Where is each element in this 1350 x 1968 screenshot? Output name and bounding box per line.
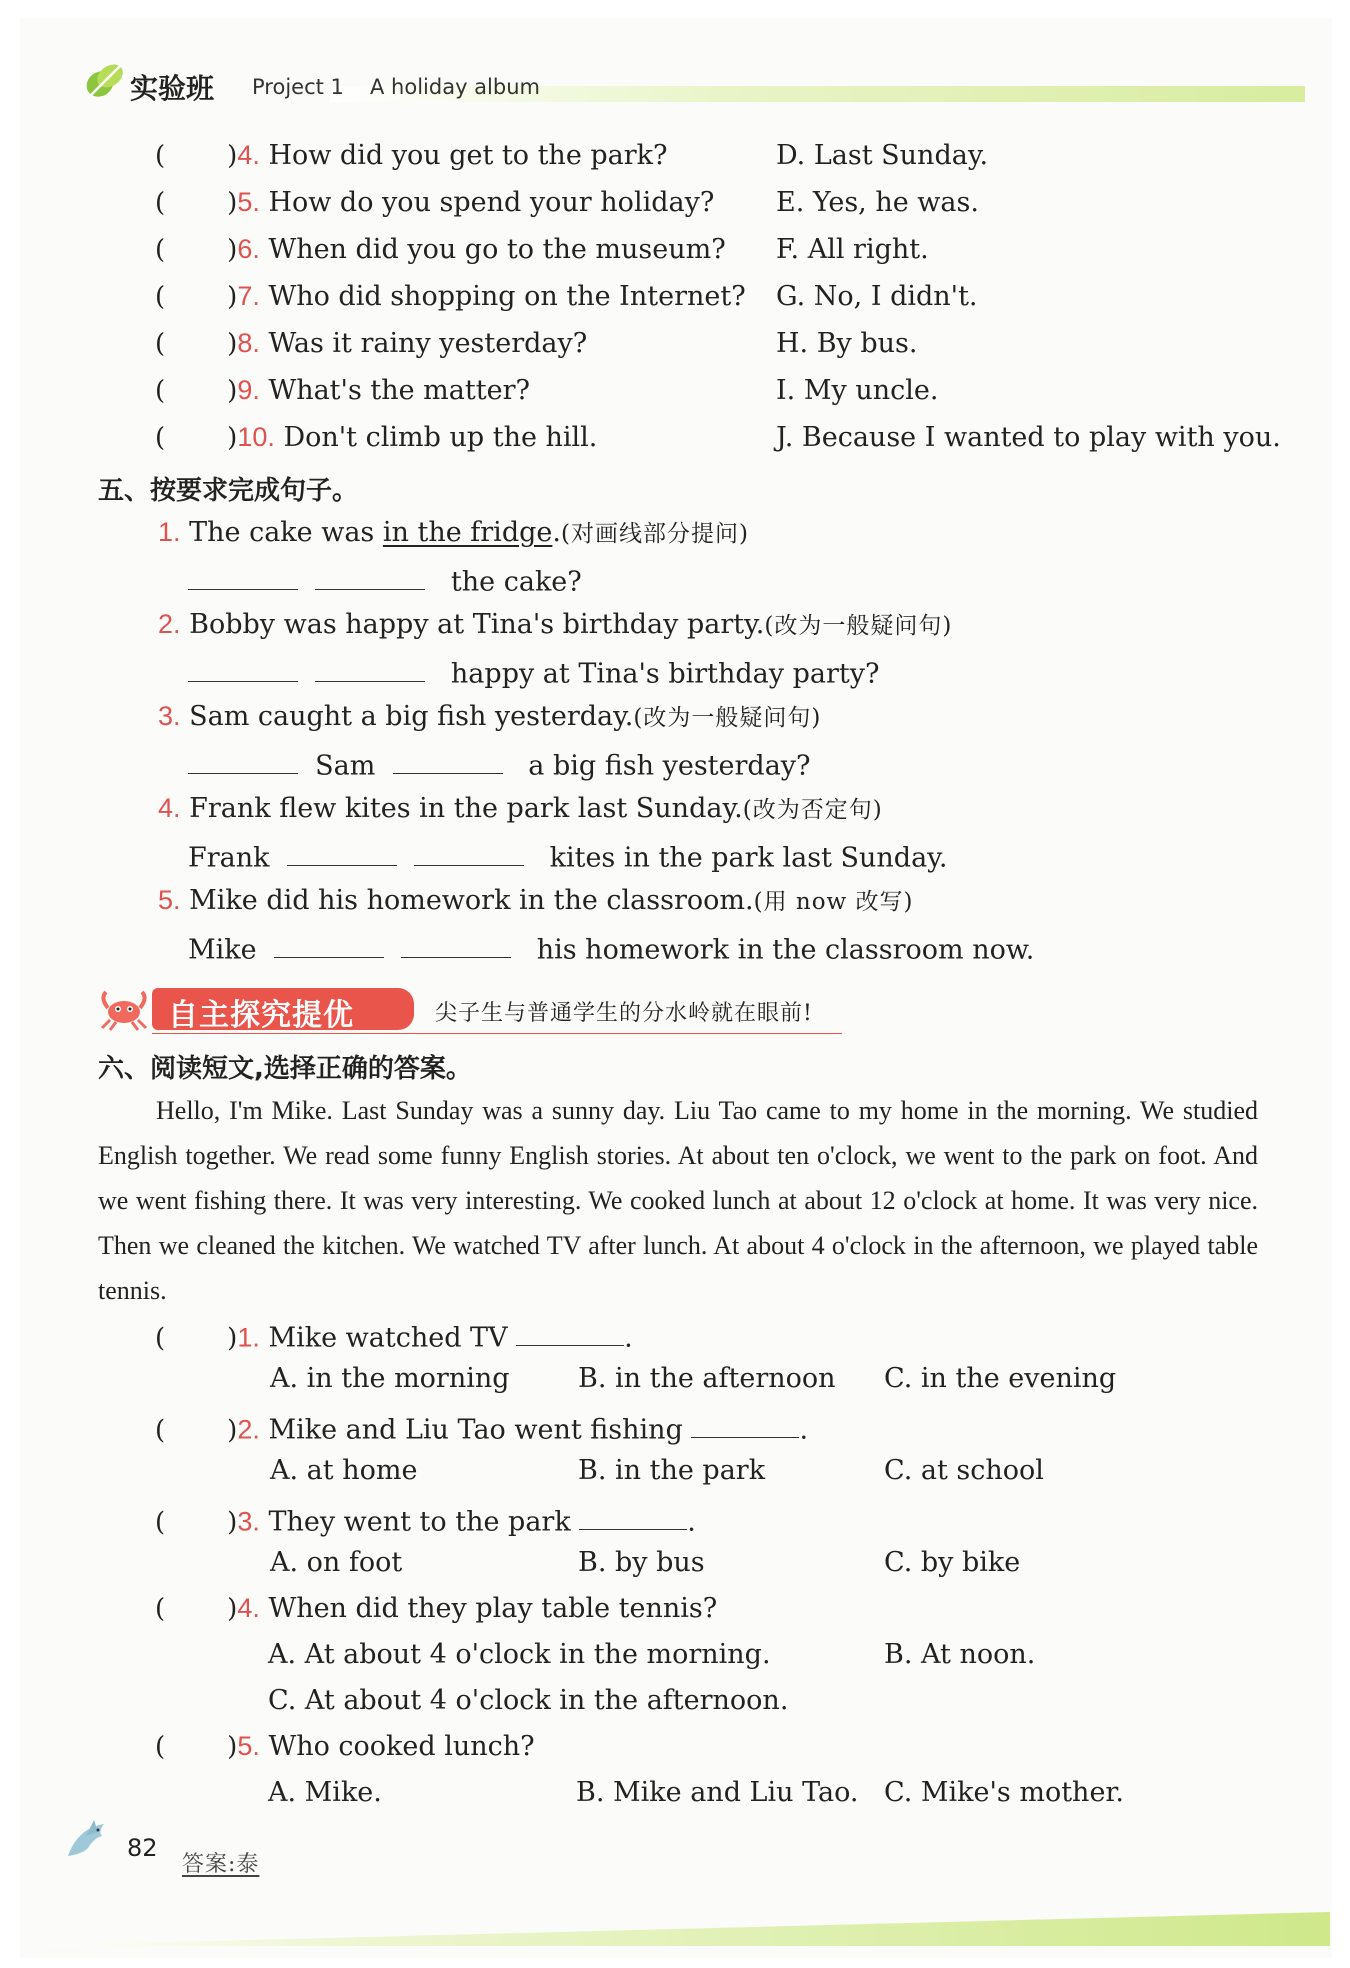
option-b[interactable]: B. in the park <box>578 1455 766 1486</box>
option-a[interactable]: A. in the morning <box>270 1363 510 1394</box>
item-text: Bobby was happy at Tina's birthday party. <box>189 609 765 640</box>
question-number: 5. <box>237 1731 260 1761</box>
answer-text: a big fish yesterday? <box>528 750 811 782</box>
paren-close: ) <box>227 1323 238 1354</box>
answer-blank[interactable] <box>691 1409 799 1438</box>
paren-close: ) <box>227 423 238 453</box>
header-brand: 实验班 <box>130 72 215 105</box>
answer-text: happy at Tina's birthday party? <box>450 658 880 690</box>
answer-line <box>188 745 811 781</box>
answer-option: F. All right. <box>776 234 929 265</box>
question-number: 5. <box>237 187 260 217</box>
option-a[interactable]: A. at home <box>270 1455 418 1486</box>
item-text: Mike did his homework in the classroom. <box>189 885 754 916</box>
answer-blank[interactable] <box>188 745 298 774</box>
question-number: 10. <box>237 422 275 452</box>
exercise-item <box>158 883 914 916</box>
answer-option: D. Last Sunday. <box>776 140 989 171</box>
crab-icon <box>96 988 152 1032</box>
answer-blank[interactable] <box>315 653 425 682</box>
paren-close: ) <box>227 1594 238 1624</box>
matching-row <box>155 140 668 171</box>
question-text: Mike and Liu Tao went fishing <box>268 1414 683 1446</box>
answer-option: G. No, I didn't. <box>776 281 978 312</box>
paren-open: ( <box>155 235 166 265</box>
question-number: 8. <box>237 328 260 358</box>
question-number: 4. <box>237 140 260 170</box>
leaf-logo-icon <box>80 58 128 102</box>
answer-option: J. Because I wanted to play with you. <box>776 422 1281 453</box>
dolphin-icon <box>64 1818 114 1860</box>
question-number: 4. <box>237 1593 260 1623</box>
paren-close: ) <box>227 141 238 171</box>
item-number: 3. <box>158 701 181 731</box>
answer-blank[interactable] <box>287 837 397 866</box>
paren-open: ( <box>155 1594 166 1624</box>
item-hint: (对画线部分提问) <box>560 521 749 547</box>
answer-label: 答案:泰 <box>182 1852 260 1877</box>
answer-option: E. Yes, he was. <box>776 187 979 218</box>
matching-row <box>155 234 726 265</box>
header-title: A holiday album <box>370 75 540 99</box>
answer-option: H. By bus. <box>776 328 918 359</box>
item-hint: (用 now 改写) <box>753 889 914 915</box>
answer-blank[interactable] <box>401 929 511 958</box>
option-a[interactable]: A. on foot <box>270 1547 403 1578</box>
answer-blank[interactable] <box>414 837 524 866</box>
item-number: 5. <box>158 885 181 915</box>
mc-question <box>155 1317 633 1353</box>
question-end: . <box>624 1322 633 1354</box>
paren-open: ( <box>155 1507 166 1538</box>
item-number: 2. <box>158 609 181 639</box>
banner-label: 自主探究提优 <box>168 998 354 1033</box>
item-text-end: . <box>552 517 561 548</box>
answer-text: Mike <box>188 934 257 966</box>
answer-option: I. My uncle. <box>776 375 939 406</box>
answer-text: Frank <box>188 842 270 874</box>
answer-blank[interactable] <box>188 653 298 682</box>
paren-open: ( <box>155 329 166 359</box>
section-heading: 六、阅读短文,选择正确的答案。 <box>98 1054 472 1084</box>
question-text: When did you go to the museum? <box>268 234 726 265</box>
paren-open: ( <box>155 1732 166 1762</box>
question-end: . <box>799 1414 809 1446</box>
mc-question <box>155 1593 717 1624</box>
paren-close: ) <box>227 1732 238 1762</box>
answer-blank[interactable] <box>315 561 425 590</box>
answer-line <box>188 929 1034 965</box>
paren-close: ) <box>227 282 238 312</box>
matching-row <box>155 281 746 312</box>
matching-row <box>155 375 530 406</box>
answer-blank[interactable] <box>516 1317 624 1346</box>
paren-open: ( <box>155 423 166 453</box>
item-hint: (改为一般疑问句) <box>633 705 822 731</box>
header-project: Project 1 <box>252 75 344 99</box>
mc-question <box>155 1731 535 1762</box>
exercise-item <box>158 791 883 824</box>
answer-text: kites in the park last Sunday. <box>549 842 948 874</box>
banner-underline <box>152 1033 842 1034</box>
option-c[interactable]: C. At about 4 o'clock in the afternoon. <box>268 1685 789 1716</box>
paren-close: ) <box>227 329 238 359</box>
question-number: 6. <box>237 234 260 264</box>
option-c[interactable]: C. Mike's mother. <box>884 1777 1124 1808</box>
answer-blank[interactable] <box>188 561 298 590</box>
paren-close: ) <box>227 188 238 218</box>
paren-close: ) <box>227 1507 238 1538</box>
answer-blank[interactable] <box>393 745 503 774</box>
matching-row <box>155 422 597 453</box>
question-text: When did they play table tennis? <box>268 1593 718 1624</box>
question-number: 1. <box>237 1322 260 1353</box>
option-b[interactable]: B. in the afternoon <box>578 1363 836 1394</box>
answer-blank[interactable] <box>274 929 384 958</box>
option-c[interactable]: C. by bike <box>884 1547 1021 1578</box>
question-text: Who did shopping on the Internet? <box>268 281 746 312</box>
mc-question <box>155 1409 808 1445</box>
option-b[interactable]: B. Mike and Liu Tao. <box>576 1777 859 1808</box>
answer-line <box>188 653 879 689</box>
paren-close: ) <box>227 235 238 265</box>
item-text: Frank flew kites in the park last Sunday. <box>189 793 743 824</box>
question-text: What's the matter? <box>268 375 530 406</box>
answer-text: Sam <box>315 750 376 782</box>
option-b[interactable]: B. At noon. <box>884 1639 1036 1670</box>
question-text: Who cooked lunch? <box>268 1731 535 1762</box>
item-hint: (改为否定句) <box>742 797 883 823</box>
answer-blank[interactable] <box>579 1501 687 1530</box>
item-number: 4. <box>158 793 181 823</box>
option-c[interactable]: C. at school <box>884 1455 1044 1486</box>
item-text: Sam caught a big fish yesterday. <box>189 701 634 732</box>
reading-passage: Hello, I'm Mike. Last Sunday was a sunny day. Liu Tao came to my home in the morning. We studied English together. We read some funny English stories. At about ten o'clock, we went to the park on foot. And we went fishing there. It was very interesting. We cooked lunch at about 12 o'clock at home. It was very nice. Then we cleaned the kitchen. We watched TV after lunch. At about 4 o'clock in the afternoon, we played table tennis. <box>98 1096 1258 1305</box>
item-text: The cake was <box>189 517 383 548</box>
exercise-item <box>158 699 821 732</box>
mc-question <box>155 1501 696 1537</box>
paren-open: ( <box>155 141 166 171</box>
item-hint: (改为一般疑问句) <box>764 613 953 639</box>
page-number: 82 <box>127 1834 158 1862</box>
question-text: Don't climb up the hill. <box>283 422 598 453</box>
paren-open: ( <box>155 1323 166 1354</box>
exercise-item <box>158 607 952 640</box>
answer-line <box>188 837 947 873</box>
paren-open: ( <box>155 376 166 406</box>
banner-slogan: 尖子生与普通学生的分水岭就在眼前! <box>435 1001 813 1026</box>
option-a[interactable]: A. At about 4 o'clock in the morning. <box>268 1639 771 1670</box>
question-number: 7. <box>237 281 260 311</box>
question-end: . <box>687 1506 696 1538</box>
item-number: 1. <box>158 517 181 547</box>
question-number: 9. <box>237 375 260 405</box>
section-heading: 五、按要求完成句子。 <box>98 476 359 506</box>
question-text: They went to the park <box>268 1506 571 1538</box>
option-c[interactable]: C. in the evening <box>884 1363 1117 1394</box>
answer-text: the cake? <box>450 566 582 598</box>
paren-close: ) <box>227 1415 238 1446</box>
question-text: How do you spend your holiday? <box>268 187 715 218</box>
matching-row <box>155 328 587 359</box>
question-number: 2. <box>237 1414 260 1445</box>
answer-line <box>188 561 582 597</box>
item-underlined-text: in the fridge <box>382 517 553 548</box>
option-a[interactable]: A. Mike. <box>268 1777 382 1808</box>
paren-close: ) <box>227 376 238 406</box>
exercise-item <box>158 515 749 548</box>
question-text: Mike watched TV <box>268 1322 508 1354</box>
question-text: Was it rainy yesterday? <box>268 328 588 359</box>
question-text: How did you get to the park? <box>268 140 668 171</box>
paren-open: ( <box>155 282 166 312</box>
answer-text: his homework in the classroom now. <box>536 934 1035 966</box>
paren-open: ( <box>155 188 166 218</box>
option-b[interactable]: B. by bus <box>578 1547 705 1578</box>
matching-row <box>155 187 714 218</box>
question-number: 3. <box>237 1506 260 1537</box>
paren-open: ( <box>155 1415 166 1446</box>
